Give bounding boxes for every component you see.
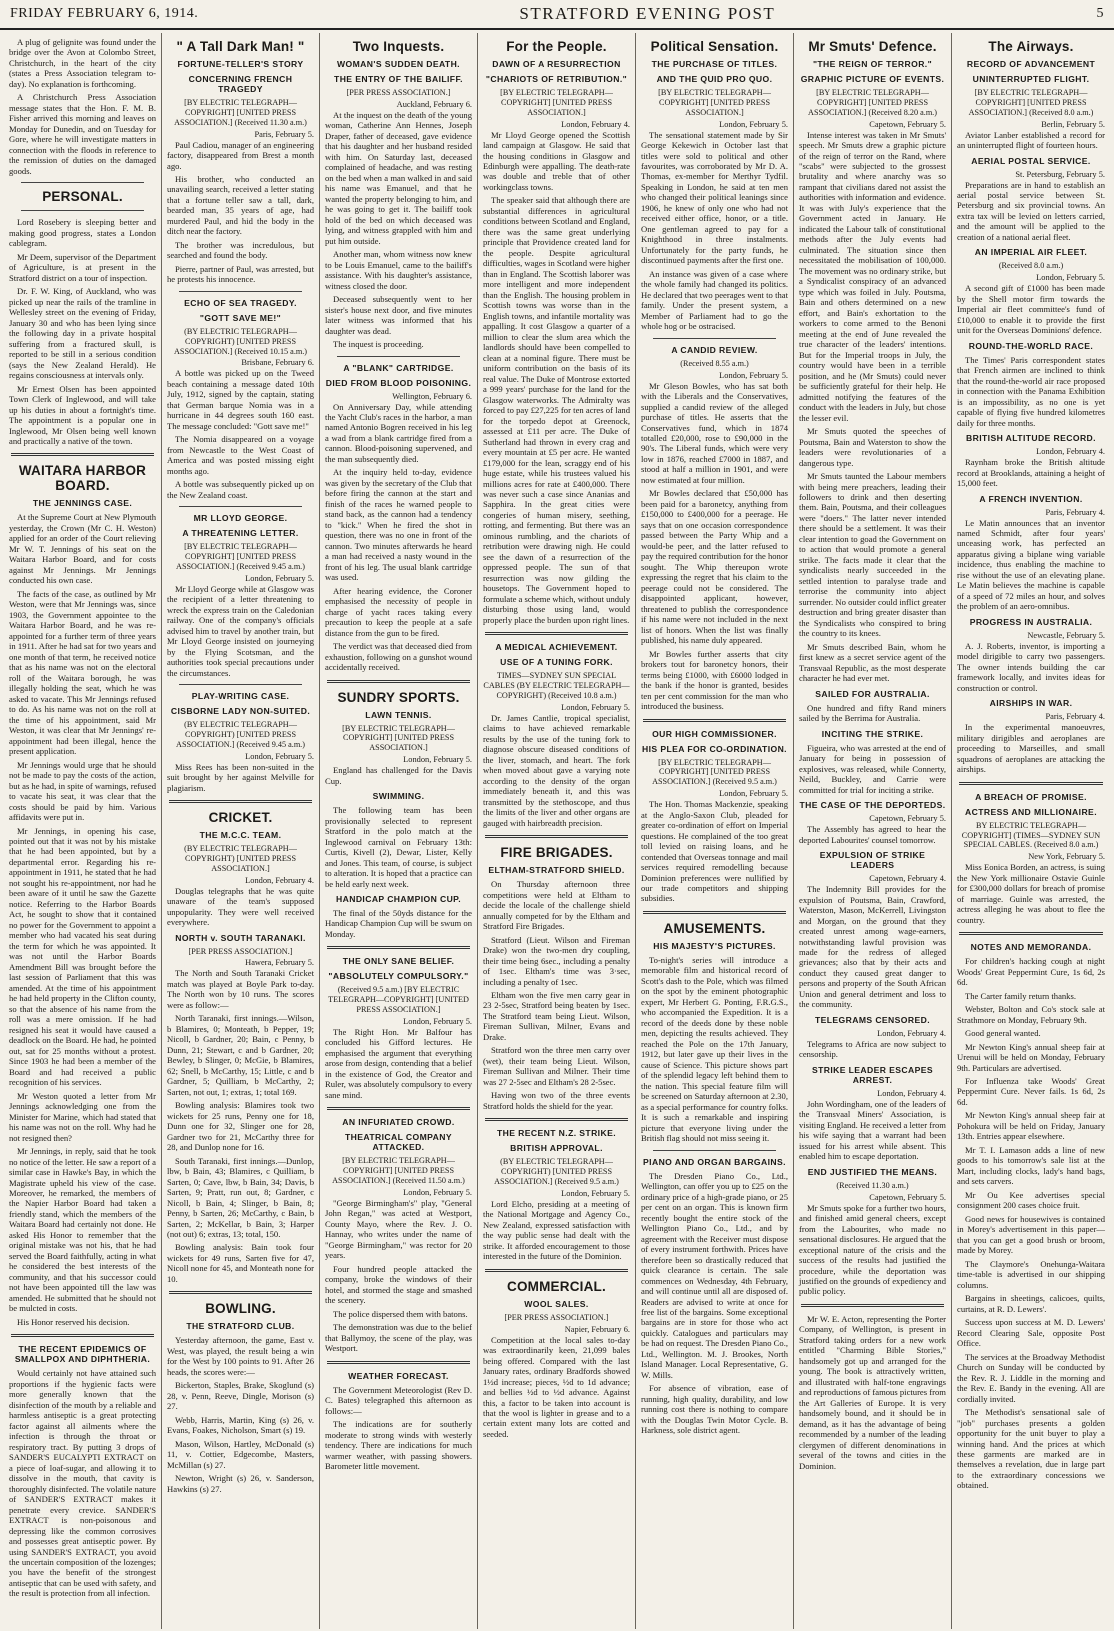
subheading: PIANO AND ORGAN BARGAINS.	[643, 1156, 786, 1167]
subheading: A FRENCH INVENTION.	[979, 493, 1083, 504]
paragraph: The final of the 50yds distance for the Handicap Champion Cup will be swum on Monday.	[325, 907, 472, 939]
paragraph: The North and South Taranaki Cricket match was played at Boyle Park to-day. The North won by 10 runs. The scores were as follow:—	[167, 968, 314, 1010]
paragraph: A. J. Roberts, inventor, is importing a model dirigible to carry two passengers. The owner intends building the car framework locally, and invites ideas for construction or control.	[957, 640, 1105, 693]
paragraph: The demonstration was due to the belief that Ballymoy, the scene of the play, was Westport.	[325, 1322, 472, 1354]
subheading: PROGRESS IN AUSTRALIA.	[969, 616, 1093, 627]
paragraph: Telegrams to Africa are now subject to censorship.	[799, 1038, 946, 1060]
paragraph: Eltham won the five men carry gear in 23 2-5sec, Stratford being beaten by 1sec. The Stratford team being Lieut. Wilson, Fireman Sullivan, Milner, Evans and Drake.	[483, 990, 630, 1042]
divider	[327, 1361, 470, 1364]
paragraph: Bowling analysis: Blamires took two wickets for 25 runs, Penny one for 18, Dunn one for 32, Slinger one for 28, Gardner two for 21, McCarthy three for 28, and Dunlop none for 16.	[167, 1100, 314, 1153]
paragraph: Miss Rees has been non-suited in the suit brought by her against Melville for plagiarism.	[167, 761, 314, 793]
paragraph: The Right Hon. Mr Balfour has concluded his Gifford lectures. He emphasised the argument that everything arose from design, contending that a belief in the existence of God, the Creator and Ruler, was absolutely compulsory to every sane mind.	[325, 1026, 472, 1100]
paragraph: On Thursday afternoon three competitions were held at Eltham to decide the locale of the challenge shield annually competed for by the Eltham and Stratford Fire Brigades.	[483, 879, 630, 932]
note: Bargains in sheetings, calicoes, quilts, curtains, at R. D. Lewers'.	[957, 1293, 1105, 1314]
subheading: "GOTT SAVE ME!"	[199, 312, 282, 323]
paragraph: Stratford (Lieut. Wilson and Fireman Drake) won the two-men dry coupling, their time being 6sec., including a penalty of 1sec. Eltham's time was 3·sec, including a penalty of 1sec.	[483, 934, 630, 987]
divider	[653, 1150, 776, 1151]
subheading: CISBORNE LADY NON-SUITED.	[170, 706, 311, 717]
divider	[327, 1107, 470, 1110]
wire-credit: [BY ELECTRIC TELEGRAPH—COPYRIGHT] [UNITED PRESS ASSOCIATION.] (Received 8.20 a.m.)	[808, 88, 937, 117]
columns	[4, 33, 1110, 1629]
note: The Methodist's sensational sale of "job" purchases presents a golden opportunity for the unit buyer to play a winning hand. And the prices at which these garments are marked are in themselves a revelation, due in large part to the extraordinary concessions we obtained.	[957, 1407, 1105, 1491]
dateline: Napier, February 6.	[564, 1324, 630, 1334]
wire-credit: [BY ELECTRIC TELEGRAPH—COPYRIGHT] [UNITED PRESS ASSOCIATION.] (Received 9.5 a.m.)	[652, 757, 777, 787]
paragraph: After hearing evidence, the Coroner emphasised the necessity of people in charge of yacht races taking every precaution to keep the people at a safe distance from the gun to be fired.	[325, 585, 472, 638]
paragraph: Another man, whom witness now knew to be Louis Emanuel, came to the bailiff's assistance. With his daughter's assistance, witness closed the door.	[325, 249, 472, 291]
dateline: London, February 5.	[245, 751, 314, 761]
subheading: LAWN TENNIS.	[365, 709, 432, 720]
column-5	[636, 33, 794, 1629]
wire-credit: (Received 8.55 a.m.)	[680, 358, 749, 368]
divider	[485, 632, 628, 635]
heading-notes-memoranda: NOTES AND MEMORANDA.	[970, 942, 1092, 953]
dateline: London, February 4.	[877, 1088, 946, 1098]
advert-sanders: Would certainly not have attained such proportions if the hygienic facts were more generally known that the disinfection of the mouth by a reliable and harmless antiseptic is a great protecting factor against all ailments where the infection is through the throat or respiratory tract. By putting 3 drops of SANDER'S EUCALYPTI EXTRACT on a piece of loaf-sugar, and allowing it to dissolve in the mouth, that cavity is thoroughly disinfected. The volatile nature of SANDER'S EXTRACT makes it penetrate every crevice. SANDER'S EXTRACT is non-poisonous and depressing like the common corrosives and possesses great antiseptic power. By using SANDER'S EXTRACT, you avoid the uncertain composition of the lozenges; you have the benefit of the strongest antiseptic that can be used with safety, and the result is protection from all infection.	[9, 1368, 156, 1599]
dateline: London, February 5.	[403, 755, 472, 765]
paragraph: A bottle was subsequently picked up on the New Zealand coast.	[167, 479, 314, 500]
paragraph: "George Birmingham's" play, "General John Regan," was acted at Westport, County Mayo, where the Rev. J. O. Hannay, who writes under the name of "George Birmingham," was rector for 20 years.	[325, 1197, 472, 1261]
dateline: London, February 5.	[719, 789, 788, 799]
column-1	[4, 33, 162, 1629]
subheading: ACTRESS AND MILLIONAIRE.	[965, 806, 1097, 817]
divider	[653, 338, 776, 339]
paragraph: The Assembly has agreed to hear the deported Labourites' counsel tomorrow.	[799, 824, 946, 845]
column-4	[478, 33, 636, 1629]
subheading: WOOL SALES.	[524, 1298, 589, 1309]
wire-credit: [BY ELECTRIC TELEGRAPH—COPYRIGHT] [UNITED PRESS ASSOCIATION.] (Received 9.45 a.m.)	[176, 542, 305, 571]
wire-credit: [PER PRESS ASSOCIATION.]	[504, 1312, 609, 1322]
dateline: Wellington, February 6.	[392, 391, 472, 401]
subheading: THE CASE OF THE DEPORTEDS.	[799, 800, 946, 811]
subheading: "CHARIOTS OF RETRIBUTION."	[485, 74, 628, 84]
wire-credit: (Received 9.5 a.m.) [BY ELECTRIC TELEGRAPH—COPYRIGHT] [UNITED PRESS ASSOCIATION.]	[328, 985, 469, 1015]
dateline: Auckland, February 6.	[396, 99, 472, 109]
divider	[179, 291, 302, 292]
paragraph: At the Supreme Court at New Plymouth yesterday, the Crown (Mr C. H. Weston) applied for an order of the Court relieving Mr W. T. Jennings of his seat on the Waitara Harbor Board, and for costs against Mr Jennings. Mr Jennings conducted his own case.	[9, 512, 156, 586]
paragraph: Figueira, who was arrested at the end of January for being in possession of explosives, was released, while Connerty, Neild, Buckley, and Carrie were committed for trial for inciting a strike.	[799, 742, 946, 795]
paragraph: The brother was incredulous, but searched and found the body.	[167, 239, 314, 261]
paragraph: Four hundred people attacked the company, broke the windows of their hotel, and stormed the stage and smashed the scenery.	[325, 1263, 472, 1306]
article-bible-stories: Mr W. E. Acton, representing the Porter Company, of Wellington, is present in Stratford taking orders for a new work entitled "Charming Bible Stories," handsomely got up and arranged for the young. The book is attractively written, and illustrated with half-tone engravings and reproductions of famous pictures from the Art Galleries of Europe. It is very handsomely bound, and it should be in demand, as it has the advantage of being recommended by a number of the leading clergymen of different denominations in several of the towns and cities in the Dominion.	[799, 1313, 946, 1471]
heading-for-the-people: For the People.	[506, 39, 607, 54]
divider	[643, 911, 786, 914]
divider	[327, 946, 470, 949]
subheading: AIRSHIPS IN WAR.	[989, 698, 1073, 709]
paragraph: On Anniversary Day, while attending the Yacht Club's races in the harbor, a man named Antonio Bogren received in his leg a wad from a blank cartridge fired from a cannon. Blood-poisoning supervened, and the man subsequently died.	[325, 401, 472, 464]
subheading: DAWN OF A RESURRECTION	[492, 59, 621, 69]
advert-motor-cycle: For absence of vibration, ease of running, high quality, durability, and low running cost there is nothing to compare with the Douglas Twin Motor Cycle. B. Harkness, sole district agent.	[641, 1383, 788, 1436]
subheading: THE M.C.C. TEAM.	[199, 830, 282, 841]
heading-weather: WEATHER FORECAST.	[348, 1370, 449, 1381]
heading-two-inquests: Two Inquests.	[352, 39, 445, 54]
subheading: A THREATENING LETTER.	[182, 528, 299, 539]
paragraph: Mr Gleson Bowles, who has sat both with the Liberals and the Conservatives, supplied a candid review of the alleged purchase of titles. He asserts that the Conservatives fund, which in 1874 totalled £20,000, rose to £90,000 in the 90's. The Liberal funds, which were very low in 1876, reached £7000 in 1887, and stood at half a million in 1901, and were now estimated at four million.	[641, 380, 788, 485]
issue-date: FRIDAY FEBRUARY 6, 1914.	[10, 6, 199, 21]
heading-tall-dark-man: " A Tall Dark Man! "	[176, 39, 305, 54]
heading-breach-of-promise: A BREACH OF PROMISE.	[975, 791, 1087, 802]
article-gelignite: A plug of gelignite was found under the bridge over the Avon at Colombo Street, Christchurch, in the heart of the city (states a Press Association telegram to-day). No explanation is forthcoming.	[9, 37, 156, 89]
wire-credit: (BY ELECTRIC TELEGRAPH—COPYRIGHT) [UNITED PRESS ASSOCIATION.] (Received 10.15 a.m.)	[173, 326, 308, 356]
subheading: "ABSOLUTELY COMPULSORY."	[328, 971, 469, 982]
wire-credit: [BY ELECTRIC TELEGRAPH—COPYRIGHT] [UNITED PRESS ASSOCIATION.] (Received 11.30 a.m.)	[174, 98, 307, 127]
subheading: SAILED FOR AUSTRALIA.	[815, 688, 930, 699]
subheading: ROUND-THE-WORLD RACE.	[968, 340, 1094, 351]
paragraph: The indications are for southerly moderate to strong winds with westerly tendency. There are indications for much warmer weather, with passing showers. Barometer little movement.	[325, 1419, 472, 1472]
dateline: London, February 5.	[561, 1188, 630, 1198]
paragraph: Mr Smuts described Bain, whom he first knew as a secret service agent of the Transvaal Republic, as the most desperate character he had ever met.	[799, 641, 946, 684]
wire-credit: [BY ELECTRIC TELEGRAPH—COPYRIGHT] [UNITED PRESS ASSOCIATION.] (Received 11.50 a.m.)	[332, 1156, 465, 1186]
divider	[327, 680, 470, 683]
subheading: ECHO OF SEA TRAGEDY.	[184, 297, 297, 308]
note: Mr Newton King's annual sheep fair at Pohokura will be held on Friday, January 13th. Entries appear elsewhere.	[957, 1110, 1105, 1142]
paper-title: STRATFORD EVENING POST	[519, 4, 776, 23]
paragraph: Mr Smuts taunted the Labour members with being mere preachers, leading their followers to drink and then deserting them. Bain, Poutsma, and their colleagues were "doers." The latter never intended there should be a settlement. It was their clear intention to goad the Government on to action that would promote a general strike. The facts made it clear that the syndicalists nearly succeeded in the settled intention to paralyse trade and terrorise the community into abject surrender. No outsider could inflict greater destruction and bring greater disaster than the Syndicalists who conspired to bring the country to its knees.	[799, 471, 946, 639]
paragraph: An instance was given of a case where the whole family had changed its politics. He declared that two peerages went to that family. Under the present system, a Member of Parliament had to go the whole hog or be ostracised.	[641, 268, 788, 332]
paragraph: Bickerton, Staples, Brake, Skoglund (s) 28, v. Penn, Reeve, Dingle, Morison (s) 27.	[167, 1380, 314, 1412]
paragraph: Intense interest was taken in Mr Smuts' speech. Mr Smuts drew a graphic picture of the reign of terror on the Rand, where "scabs" were subjected to the grossest brutality and where anarchy was so rampant that civilians dared not assist the authorities with information and evidence. It was with July's experience that the Government acted in January. He indicated the Labour talk of constitutional methods after the July events had culminated. The situation since then necessitated the mobilisation of 100,000. The movement was no ordinary strike, but a Syndicalist conspiracy of an advanced type which was foiled in July. Poutsma, Bain and others determined on a new effort, and Bain's exhortation to the workers to come armed to the Benoni meeting at the end of June revealed the true character of the leaders' intentions. But for the Imperial troops in July, the country would have been in a terrible position, and he (Mr Smuts) could never be sufficiently grateful for their help. He admitted notifying the features of the conduct with the leaders in July, but chose the lesser evil.	[799, 129, 946, 423]
heading-smallpox: THE RECENT EPIDEMICS OF SMALLPOX AND DIPHTHERIA.	[14, 1344, 151, 1365]
heading-commercial: COMMERCIAL.	[507, 1278, 606, 1294]
subheading: BRITISH APPROVAL.	[510, 1143, 603, 1154]
paragraph: Paul Cadiou, manager of an engineering factory, disappeared from Brest a month ago.	[167, 139, 314, 171]
heading-fire-brigades: FIRE BRIGADES.	[500, 845, 613, 861]
paragraph: Competition at the local sales to-day was extraordinarily keen, 21,099 bales being offered. Compared with the last January rates, ordinary Bradfords showed 1½d increase; pieces, ½d to 1d advance; and bellies ½d to ½d advance. Against this, a factor to be taken into account is that the wool is lighter in grease and to a certain extent many lots are cotted and seeded.	[483, 1334, 630, 1439]
subheading: SWIMMING.	[372, 791, 425, 802]
dateline: London, February 5.	[403, 1016, 472, 1026]
subheading: "THE REIGN OF TERROR."	[812, 59, 933, 69]
paragraph: Mr Weston quoted a letter from Mr Jennings acknowledging one from the Minister for Marine, which had stated that his name was not on the roll. Why had he not resigned then?	[9, 1090, 156, 1143]
masthead-right	[1097, 6, 1105, 22]
note: Mr Ou Kee advertises special consignment 200 cases choice fruit.	[957, 1189, 1105, 1211]
heading-cricket: CRICKET.	[208, 810, 273, 826]
heading-sundry-sports: SUNDRY SPORTS.	[337, 689, 460, 705]
subheading: THE ENTRY OF THE BAILIFF.	[334, 74, 463, 84]
paragraph: A bottle was picked up on the Tweed beach containing a message dated 10th July, 1912, signed by the captain, stating that German barque Nomia was in a hurricane in 44 degrees south 160 east. The message concluded: "Gott save me!"	[167, 368, 314, 431]
paragraph: The Nomia disappeared on a voyage from Newcastle to the West Coast of America and was posted missing eight months ago.	[167, 434, 314, 476]
paragraph: The following team has been provisionally selected to represent Stratford in the polo match at the Inglewood carnival on February 13th: Curtis, Kivell (2), Dewar, Lister, Kelly and Jones. This team, of course, is subject to alteration. It is hoped that a practice can be held early next week.	[325, 805, 472, 889]
paragraph: Mr Jennings, in opening his case, pointed out that it was not by his mistake that he had been appointed, but by a departmental error. Regarding his re-appointment in 1911, he stated that he had not sought his re-appointment, nor had he been aware of it until he saw the Gazette notice. Referring to the Harbor Boards Act, he sought to show that it contained no power for the Government to appoint a member who had vacated his seat during the term for which he was appointed. It was not until the Harbor Boards Amendment Bill was brought before the last session of Parliament that this was amended. At the time of his appointment he had held property in the Clifton county, so that the absence of his name from the roll was a mere omission. If he had resigned his seat it would have caused a deadlock on the Board. He had, he pointed out, sat for 25 months without a protest. Since 1903 he had been a member of the Board and had received a public recognition of his services.	[9, 825, 156, 1088]
paragraph: The Government Meteorologist (Rev D. C. Bates) telegraphed this afternoon as follows:—	[325, 1384, 472, 1416]
subheading: HIS PLEA FOR CO-ORDINATION.	[642, 743, 787, 754]
dateline: St. Petersburg, February 5.	[1015, 169, 1105, 179]
paragraph: Aviator Lanber established a record for an uninterrupted flight of fourteen hours.	[957, 129, 1105, 151]
subheading: BRITISH ALTITUDE RECORD.	[966, 433, 1096, 444]
heading-bowling: BOWLING.	[205, 1301, 276, 1317]
paragraph: Mr Lloyd George opened the Scottish land campaign at Glasgow. He said that the housing conditions in Glasgow and Edinburgh were appalling. The death-rate was double and treble that of other workingclass towns.	[483, 129, 630, 192]
wire-credit: TIMES—SYDNEY SUN SPECIAL CABLES (BY ELECTRIC TELEGRAPH—COPYRIGHT) (Received 10.8 a.m.)	[483, 671, 630, 700]
note: Webster, Bolton and Co's stock sale at Strathmore on Monday, February 9th.	[957, 1004, 1105, 1025]
divider	[959, 932, 1103, 935]
heading-sane-belief: THE ONLY SANE BELIEF.	[342, 956, 455, 967]
paragraph: Preparations are in hand to establish an aerial postal service between St. Petersburg and six provincial towns. An extra tax will be levied on letters carried, and the amount will be applied to the creation of a national aerial fleet.	[957, 179, 1105, 242]
divider	[11, 1334, 154, 1337]
dateline: London, February 4.	[877, 1028, 946, 1038]
paragraph: Pierre, partner of Paul, was arrested, but he protests his innocence.	[167, 263, 314, 285]
subheading: WOMAN'S SUDDEN DEATH.	[337, 59, 460, 69]
paragraph: A second gift of £1000 has been made by the Shell motor firm towards the Imperial air fleet committee's fund of £10,000 to enable it to provide the first unit for the Overseas Dominions' defence.	[957, 283, 1105, 336]
paragraph: Mr Lloyd George while at Glasgow was the recipient of a letter threatening to wreck the express train on the Caledonian railway. One of the company's officials advised him to travel by another train, but Mr Lloyd George insisted on journeying by the Flying Scotsman, and the authorities took special precautions under the circumstances.	[167, 583, 314, 678]
heading-airways: The Airways.	[988, 39, 1074, 54]
note: Good news for housewives is contained in Morey's advertisement in this paper—that you can get a good brush or broom, made by Morey.	[957, 1213, 1105, 1256]
paragraph: In the experimental manoeuvres, military dirigibles and aeroplanes are proceeding to Marseilles, and small squadrons of aeroplanes are attacking the airships.	[957, 722, 1105, 775]
dateline: London, February 5.	[719, 119, 788, 129]
paragraph: The Hon. Thomas Mackenzie, speaking at the Anglo-Saxon Club, pleaded for greater co-ordination of effort on Imperial questions. He complained of the too great toll levied on raising loans, and he contended that Overseas tonnage and mail services required remodelling because Dominion preferences were nullified by our trade competitors and shipping subsidies.	[641, 799, 788, 904]
dateline: Capetown, February 4.	[869, 874, 946, 884]
dateline: London, February 5.	[1036, 273, 1105, 283]
note: Mr Newton King's annual sheep fair at Urenui will be held on Monday, February 9th. Particulars are advertised.	[957, 1041, 1105, 1073]
paragraph: Dr. F. W. King, of Auckland, who was picked up near the rails of the tramline in Wellesley street on the evening of Friday, January 30 and who has been lying since the following day in a private hospital suffering from a fractured skull, is reported to be still in a serious condition (says the New Zealand Herald). He regains consciousness at intervals only.	[9, 286, 156, 381]
divider	[959, 782, 1103, 785]
dateline: Paris, February 4.	[1045, 507, 1105, 517]
paragraph: Mr Smuts spoke for a further two hours, and finished amid general cheers, except from the Labourites, who made no sensational disclosures. He argued that the exceptional nature of the crisis and the success of the results had justified the procedure, while the deportation was justified on the grounds of expediency and public policy.	[799, 1202, 946, 1297]
dateline: London, February 4.	[245, 875, 314, 885]
note: Good general wanted.	[965, 1028, 1041, 1039]
subheading: DIED FROM BLOOD POISONING.	[325, 377, 472, 388]
paragraph: The verdict was that deceased died from exhaustion, following on a gunshot wound accidentally received.	[325, 641, 472, 673]
subheading: EXPULSION OF STRIKE LEADERS	[819, 850, 926, 871]
divider	[169, 800, 312, 803]
wire-credit: [PER PRESS ASSOCIATION.]	[188, 946, 293, 956]
subheading: INCITING THE STRIKE.	[821, 728, 924, 739]
dateline: Hawera, February 5.	[245, 958, 314, 968]
column-2	[162, 33, 320, 1629]
heading-smuts-defence: Mr Smuts' Defence.	[808, 39, 937, 54]
subheading: THE STRATFORD CLUB.	[186, 1321, 295, 1332]
dateline: Brisbane, February 6.	[241, 358, 314, 368]
divider	[643, 719, 786, 722]
advert-piano: The Dresden Piano Co., Ltd., Wellington, can offer you up to £25 on the ordinary price of a high-grade piano, or 25 per cent on an organ. This is known firm recently bought the entire stock of the Wellington Piano Co., Ltd., and by agreement with the Receiver must dispose of every instrument forthwith. Prices have therefore been so drastically reduced that quick clearance is certain. The sale commences on Wednesday, 4th February, and will continue until all are disposed of. Readers are advised to write at once for free list of the bargains. Some exceptional bargains are in store for those who act quickly. Catalogues and particulars may be had on request. The Dresden Piano Co., Ltd., Wellington. M. J. Brookes, North Island Manager. Local Representative, G. W. Mills.	[641, 1170, 788, 1380]
paragraph: Mr Jennings, in reply, said that he took no notice of the letter. He saw a report of a similar case in Hawke's Bay, in which the Magistrate upheld his view of the case. Moreover, he remarked, the members of the Napier Harbor Board had taken a friendly stand, which the members of the Waitara Board had certainly not done. He asked His Honor to remember that the original mistake was not his, that he had served the Board faithfully, acting in what he considered the best interests of the community, and that his successor could not have been appointed till the law was amended. He submitted that he should not be mulcted in costs.	[9, 1146, 156, 1314]
subheading: ELTHAM-STRATFORD SHIELD.	[488, 865, 625, 876]
paragraph: At the inquest on the death of the young woman, Catherine Ann Hennes, Joseph Draper, father of deceased, gave evidence that his daughter and her husband resided with him. On Saturday last, deceased complained of headache, and was resting on the bed when a man walked in and said his name was Emanuel, and that he wanted the property belonging to him, and he was going to get it. The bailiff took hold of the bed on which deceased was lying, and witness grappled with him and put him outside.	[325, 109, 472, 246]
dateline: London, February 5.	[403, 1187, 472, 1197]
subheading: CONCERNING FRENCH TRAGEDY	[188, 74, 293, 94]
note: Mr T. I. Lamason adds a line of new goods to his tomorrow's sale list at the Mart, including clocks, lady's hand bags, and sets carvers.	[957, 1144, 1105, 1187]
note: The services at the Broadway Methodist Church on Sunday will be conducted by the Rev. R. J. Liddle in the morning and the Rev. E. Bandy in the evening. All are cordially invited.	[957, 1351, 1105, 1404]
note: For Influenza take Woods' Great Peppermint Cure. Never fails. 1s 6d, 2s 6d.	[957, 1076, 1105, 1107]
paragraph: Lord Elcho, presiding at a meeting of the National Mortgage and Agency Co., New Zealand, expressed satisfaction with the way public sense had dealt with the strike. It afforded encouragement to those interested in the future of the Dominion.	[483, 1198, 630, 1262]
subheading: FORTUNE-TELLER'S STORY	[177, 59, 304, 69]
divider	[179, 684, 302, 685]
paragraph: The facts of the case, as outlined by Mr Weston, were that Mr Jennings was, since 1903, the Government appointee to the Waitara Harbor Board, and he was re-appointed for a further term of three years in 1911. After he had sat for two years and one month of that term, he received notice that as his name was not on the electoral roll of the Waitara borough, he was illegally holding the seat, which he was asked to vacate. This Mr Jennings refused to do. As his name was not on the roll at the time of his appointment, said Mr Weston, it was clear that Mr Jennings' re-appointment had been illegal, hence the present application.	[9, 588, 156, 757]
divider	[801, 1304, 944, 1307]
column-7	[952, 33, 1110, 1629]
paragraph: Miss Eonica Borden, an actress, is suing the New York millionaire Ostavie Guinle for £300,000 dollars for breach of promise of marriage. Guinle was arrested, the actress alleging he was about to flee the country.	[957, 862, 1105, 925]
paragraph: Mr Deem, supervisor of the Department of Agriculture, is at present in the Stratford district on a tour of inspection.	[9, 251, 156, 283]
dateline: Newcastle, February 5.	[1027, 630, 1105, 640]
paragraph: One hundred and fifty Rand miners sailed by the Berrima for Australia.	[799, 702, 946, 724]
divider	[179, 506, 302, 507]
paragraph: Mr Bowles further asserts that city brokers tout for baronetcy honors, their terms being £1000, with £6000 lodged in the bank if the honor is granted, besides ten per cent commission for the man who introduced the business.	[641, 648, 788, 712]
paragraph: Having won two of the three events Stratford holds the shield for the year.	[483, 1090, 630, 1111]
paragraph: The Times' Paris correspondent states that French airmen are inclined to think that the round-the-world air race proposed in connection with the Panama Exhibition is an impossibility, as no one is yet capable of flying five hundred kilometres daily for three months.	[957, 354, 1105, 428]
note: The Claymore's Onehunga-Waitara time-table is advertised in our shipping columns.	[957, 1258, 1105, 1290]
divider	[11, 453, 154, 456]
subheading: AERIAL POSTAL SERVICE.	[971, 155, 1091, 166]
page-number: 5	[1096, 6, 1104, 21]
subheading: UNINTERRUPTED FLIGHT.	[972, 74, 1090, 84]
dateline: Capetown, February 5.	[869, 814, 946, 824]
wire-credit: [BY ELECTRIC TELEGRAPH—COPYRIGHT] [UNITED PRESS ASSOCIATION.] (Received 8.0 a.m.)	[968, 88, 1094, 117]
heading-amusements: AMUSEMENTS.	[663, 920, 766, 936]
paragraph: At the inquiry held to-day, evidence was given by the secretary of the Club that before firing the cannon at the start and finish of the races he warned people to stand back, as the cannon had a tendency to "kick." When he fired the shot in question, there was no one in front of the cannon. Two minutes afterwards he heard a man had received a nasty wound in the front of his leg. The usual blank cartridge was used.	[325, 467, 473, 583]
subheading: STRIKE LEADER ESCAPES ARREST.	[811, 1064, 934, 1085]
subheading: AN IMPERIAL AIR FLEET.	[974, 247, 1088, 258]
subheading: NORTH v. SOUTH TARANAKI.	[175, 932, 306, 943]
heading-medical: A MEDICAL ACHIEVEMENT.	[495, 642, 618, 653]
wire-credit: (BY ELECTRIC TELEGRAPH—COPYRIGHT) [UNITED PRESS ASSOCIATION.] (Received 9.45 a.m.)	[176, 720, 305, 749]
subheading: THE PURCHASE OF TITLES.	[651, 59, 778, 69]
subheading: END JUSTIFIED THE MEANS.	[807, 1166, 938, 1177]
wire-credit: (Received 11.30 a.m.)	[836, 1180, 909, 1190]
divider	[169, 1291, 312, 1294]
dateline: London, February 5.	[561, 702, 630, 712]
paragraph: Dr. James Cantlie, tropical specialist, claims to have achieved remarkable results by the use of the tuning fork to diagnose obscure diseased conditions of the liver, stomach, and heart. The fork when moved about gave a varying note according to the density of the organ immediately beneath it, and this was transmitted by the stethoscope, and thus the limits of the liver and other organs are gauged with hairbreadth precision.	[483, 712, 630, 828]
heading-waitara: WAITARA HARBOR BOARD.	[18, 463, 147, 494]
paragraph: Yesterday afternoon, the game, East v. West, was played, the result being a win for the West by 100 points to 91. After 26 heads, the scores were:—	[167, 1335, 314, 1377]
wire-credit: (Received 8.0 a.m.)	[998, 261, 1064, 271]
dateline: Berlin, February 5.	[1041, 119, 1105, 129]
paragraph: Deceased subsequently went to her sister's house next door, and five minutes later witness was informed that his daughter was dead.	[325, 294, 472, 336]
dateline: Paris, February 5.	[254, 129, 314, 139]
heading-personal: PERSONAL.	[42, 189, 123, 205]
subheading: GRAPHIC PICTURE OF EVENTS.	[800, 74, 945, 84]
subheading: A "BLANK" CARTRIDGE.	[343, 362, 454, 373]
divider	[21, 182, 144, 183]
subheading: HANDICAP CHAMPION CUP.	[336, 893, 461, 904]
note: Success upon success at M. D. Lewers' Record Clearing Sale, opposite Post Office.	[957, 1317, 1105, 1349]
paragraph: The inquest is proceeding.	[333, 339, 424, 350]
wire-credit: BY ELECTRIC TELEGRAPH—COPYRIGHT] (TIMES—SYDNEY SUN SPECIAL CABLES. (Received 8.0 a.m.)	[961, 820, 1101, 850]
divider	[485, 1118, 628, 1121]
heading-political-sensation: Political Sensation.	[650, 39, 779, 54]
subheading: MR LLOYD GEORGE.	[193, 513, 288, 524]
wire-credit: [BY ELECTRIC TELEGRAPH—COPYRIGHT] [UNITED PRESS ASSOCIATION.]	[342, 723, 455, 753]
dateline: New York, February 5.	[1028, 852, 1105, 862]
paragraph: Raynham broke the British altitude record at Brooklands, attaining a height of 15,000 feet.	[957, 457, 1105, 489]
subheading-jennings: THE JENNINGS CASE.	[32, 498, 133, 509]
paragraph: Lord Rosebery is sleeping better and making good progress, states a London cablegram.	[9, 217, 156, 249]
dateline: London, February 4.	[1036, 447, 1105, 457]
note: For children's hacking cough at night Woods' Great Peppermint Cure, 1s 6d, 2s 6d.	[957, 956, 1105, 988]
divider	[21, 210, 144, 211]
divider	[485, 835, 628, 838]
paragraph: Webb, Harris, Martin, King (s) 26, v. Evans, Foakes, Nicholson, Smart (s) 19.	[167, 1414, 314, 1436]
subheading: PLAY-WRITING CASE.	[191, 691, 290, 702]
article-fisher: A Christchurch Press Association message states that the Hon. F. M. B. Fisher arrived this morning and leaves on Monday for Dunedin, and on Tuesday for Gore, where he will investigate matters in connection with the floods in reference to the remission of duties on the damaged goods.	[9, 92, 156, 176]
paragraph: The police dispersed them with batons.	[333, 1308, 468, 1319]
paragraph: Douglas telegraphs that he was quite unaware of the team's supposed unpopularity. They were well received everywhere.	[167, 885, 314, 928]
dateline: London, February 5.	[245, 573, 314, 583]
paragraph: John Wordingham, one of the leaders of the Transvaal Miners' Association, is visiting England. He received a letter from his wife saying that a warrant had been issued for his arrest while absent. This enabled him to escape deportation.	[799, 1098, 946, 1162]
subheading: USE OF A TUNING FORK.	[500, 657, 613, 668]
paragraph: His Honor reserved his decision.	[17, 1316, 130, 1327]
dateline: London, February 5.	[719, 370, 788, 380]
subheading: RECORD OF ADVANCEMENT	[966, 59, 1096, 69]
paragraph: Bowling analysis: Bain took four wickets for 49 runs, Sarten five for 47, Nicoll none for 45, and Monteath none for 10.	[167, 1242, 314, 1284]
paragraph: The sensational statement made by Sir George Kekewich in October last that titles were sold to political and other favourites, was corroborated by Mr D. A. Thomas, ex-member for Merthyr Tydfil. Speaking in London, he said at ten men who changed their political leanings since 1906, he knew of only one who had not received either office, honor, or a title. One gentleman agreed to pay for a Knighthood in three instalments. Unfortunately for the party funds, he discontinued payments after the first one.	[641, 129, 788, 266]
paragraph: Newton, Wright (s) 26, v. Sanderson, Hawkins (s) 27.	[167, 1473, 314, 1494]
paragraph: Stratford won the three men carry over (wet), their team being Lieut. Wilson, Fireman Sullivan and Milner. Their time was 27 2-5sec and Eltham's 28 2-5sec.	[483, 1045, 630, 1087]
wire-credit: [BY ELECTRIC TELEGRAPH—COPYRIGHT] [UNITED PRESS ASSOCIATION.]	[500, 88, 613, 117]
subheading: TELEGRAMS CENSORED.	[814, 1014, 931, 1025]
subheading: A CANDID REVIEW.	[671, 344, 758, 355]
dateline: Paris, February 4.	[1045, 712, 1105, 722]
paragraph: North Taranaki, first innings.—Wilson, b Blamires, 0; Monteath, b Pepper, 19; Nicoll, b Gardner, 20; Bain, c Penny, b Dunn, 21; Stewart, c and b Gardner, 20; Bewley, b Slinger, 0; McGie, b Blamires, 62; Snell, b McCarthy, 15; Little, c and b Gardner, 5; Quilliam, b McCarthy, 2; Sarten, not out, 1; extras, 1; total 169.	[167, 1013, 314, 1097]
subheading: AND THE QUID PRO QUO.	[656, 74, 773, 84]
subheading: THEATRICAL COMPANY ATTACKED.	[345, 1132, 452, 1153]
column-3	[320, 33, 478, 1629]
masthead	[0, 0, 1114, 30]
paragraph: Le Matin announces that an inventor named Schmidt, after four years' unceasing work, has perfected an apparatus giving a biplane wing variable incidence, thus enabling the machine to rise without the use of an elevating plane. Le Matin believes the machine is capable of a speed of 72 miles an hour, and solves the problem of an aero-omnibus.	[957, 517, 1105, 612]
divider	[337, 356, 460, 357]
note: The Carter family return thanks.	[965, 990, 1076, 1001]
heading-infuriated-crowd: AN INFURIATED CROWD.	[342, 1117, 455, 1128]
wire-credit: [PER PRESS ASSOCIATION.]	[346, 88, 451, 97]
heading-high-commissioner: OUR HIGH COMMISSIONER.	[652, 728, 777, 739]
paragraph: Mr Jennings would urge that he should not be made to pay the costs of the action, but as he had, in spite of warnings, refused to vacate his seat, it was clear that the costs should be paid by him. Various affidavits were put in.	[9, 759, 157, 823]
column-6	[794, 33, 952, 1629]
dateline: London, February 4.	[561, 119, 630, 129]
wire-credit: [BY ELECTRIC TELEGRAPH—COPYRIGHT] [UNITED PRESS ASSOCIATION.]	[658, 88, 771, 117]
dateline: Capetown, February 5.	[869, 1192, 946, 1202]
dateline: Capetown, February 5.	[869, 119, 946, 129]
paragraph: His brother, who conducted an unavailing search, received a letter stating that a fortune teller saw a tall, dark, bearded man, 35 years of age, had murdered Paul, and hid the body in the ditch near the factory.	[167, 173, 314, 237]
paragraph: Mr Smuts quoted the speeches of Poutsma, Bain and Waterston to show the leaders were revolutionaries of a dangerous type.	[799, 426, 946, 468]
paragraph: Mason, Wilson, Hartley, McDonald (s) 11, v. Cottier, Edgecombe, Masters, McMillan (s) 27.	[167, 1438, 314, 1470]
paragraph: The speaker said that although there are substantial differences in agricultural conditions between Scotland and England, there was the same great underlying principle that Providence created land for the people. Despite agricultural difficulties, wages in Scotland were higher than in England. The Scottish laborer was more intelligent and more independent than the English. The housing problem in Scottish towns was worse than in the English towns, and infantile mortality was appalling. It cost Glasgow a quarter of a million to clear the slum area which the landlords should have been compelled to clean at a nominal figure. There must be uniform contribution on the basis of its real value. The Duke of Montrose extorted a 999 years' purchase for the land for the Glasgow waterworks. The Admiralty was forced to pay £27,225 for ten acres of land for the torpedo depot at Greenock, assessed at £11 per acre. The Duke of Sutherland had thrown in every crag and every mountain at £5 per acre. He wanted £179,000 for the lean, scraggy end of his huge estate, while his trustees valued his millions acres for rate at £400,000. There was never such a case since Ananias and Sapphira. In the great cities were congeries of human misery, seething, rotting, and fermenting. But there was an ominous rumbling, and the chariots of retribution were drawing nigh. He could see the dawn of a resurrection of the oppressed people. The sun of that resurrection was now gilding the housetops. The Government hoped to formulate a scheme which, without unduly disturbing those using land, would properly place the burden upon right lines.	[483, 195, 631, 625]
wire-credit: (BY ELECTRIC TELEGRAPH—COPYRIGHT) [UNITED PRESS ASSOCIATION.] (Received 9.5 a.m.)	[494, 1157, 619, 1187]
paragraph: England has challenged for the Davis Cup.	[325, 765, 472, 786]
paragraph: The Indemnity Bill provides for the expulsion of Poutsma, Bain, Crawford, Waterston, Mason, McKerrell, Livingston and Morgan, on the ground that they created unrest among wage-earners, notwithstanding lawful provision was made for the redress of alleged grievances; also that by their acts and conduct they caused great danger to persons and property of the South African Union and general detriment and loss to the community.	[799, 884, 946, 1010]
divider	[485, 1269, 628, 1272]
paragraph: South Taranaki, first innings.—Dunlop, lbw, b Bain, 43; Blamires, c Quilliam, b Sarten, 0; Cave, lbw, b Bain, 34; Davis, b Sarten, 9; Pratt, run out, 8; Gardner, c Nicoll, b Bain, 4; Slinger, b Bain, 8; Penny, b Sarten, 26; McCarthy, c Bain, b Sarten, 2; McKellar, b Bain, 3; Harper (not out) 6; extras, 13; total, 150.	[167, 1155, 314, 1239]
paragraph: Mr Bowles declared that £50,000 has been paid for a baronetcy, anything from £150,000 to £400,000 for a peerage. He says that on one occasion correspondence passed between the Party Whip and a would-be peer, and the latter refused to pay the required contribution for the honor sought. The Whip thereupon wrote expressing the regret that his claim to the peerage could not be considered. The disappointed applicant, however, threatened to publish the correspondence if his name were not included in the next list of honors. When the list was finally published, his name duly appeared.	[641, 488, 789, 646]
paragraph: To-night's series will introduce a memorable film and historical record of Scott's dash to the Pole, which was filmed on the spot by the eminent photographic expert, Mr Herbert G. Ponting, F.R.G.S., who accompanied the Expedition. It is a record of the deeds done by these noble men, depicting the results achieved. They reached the Pole on the 17th January, 1912, but later gave up their lives in the cause of Science. This picture shows part of the splendid legacy left behind them to the nation. This special feature film will be screened on Saturday afternoon at 2.30, as a special performance for country folks. It is such a remarkable and inspiring picture that everyone living under the British flag should not miss seeing it.	[641, 954, 788, 1144]
paragraph: Mr Ernest Olsen has been appointed Town Clerk of Inglewood, and will take up his duties in about a fortnight's time. The appointment is a popular one in Inglewood, Mr Olsen being well known and practically a native of the town.	[9, 383, 156, 446]
wire-credit: (BY ELECTRIC TELEGRAPH—COPYRIGHT) [UNITED PRESS ASSOCIATION.]	[184, 844, 297, 873]
heading-nz-strike: THE RECENT N.Z. STRIKE.	[496, 1128, 616, 1139]
subheading: HIS MAJESTY'S PICTURES.	[653, 940, 776, 951]
